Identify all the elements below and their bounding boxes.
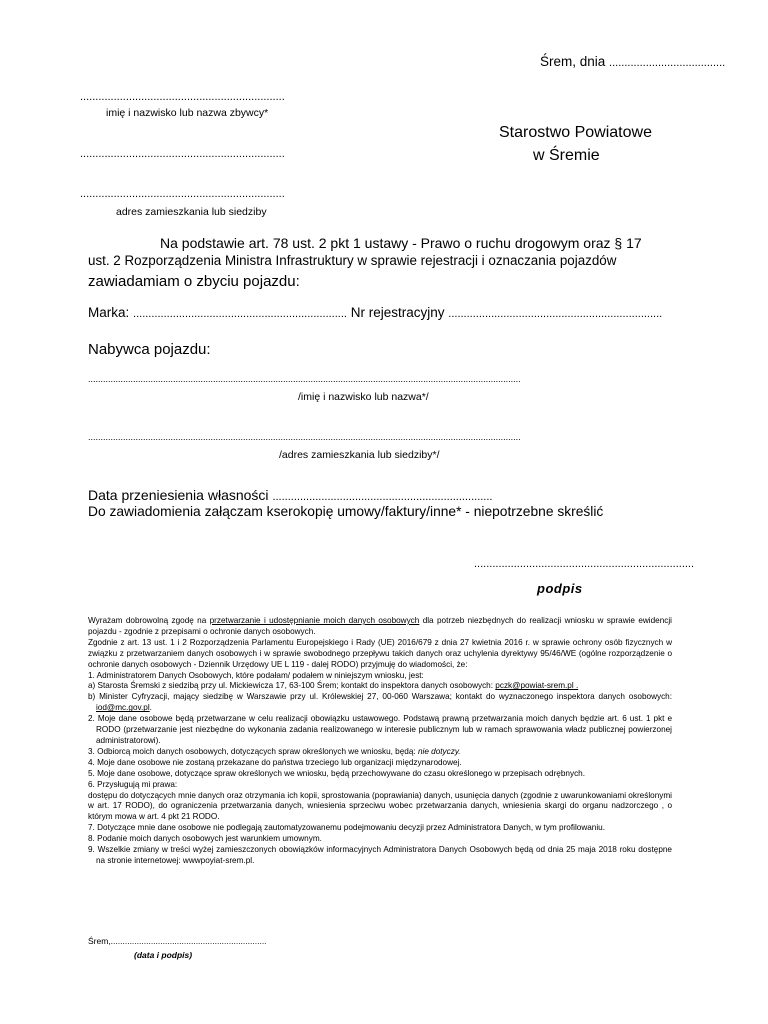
gdpr-clause <box>88 616 672 867</box>
registration-field[interactable]: ...................................................................... <box>448 308 663 320</box>
attachment-text: Do zawiadomienia załączam kserokopię umowy/faktury/inne* - niepotrzebne skreślić <box>88 504 604 519</box>
gdpr-item-3: 3. Odbiorcą moich danych osobowych, dotyczących spraw określonych we wniosku, będą: nie dotyczy. <box>88 746 461 756</box>
gdpr-item-5: 5. Moje dane osobowe, dotyczące spraw określonych we wniosku, będą przechowywane do czasu określonego w przepisach odrębnych. <box>88 768 585 778</box>
gdpr-item-1: 1. Administratorem Danych Osobowych, które podałam/ podałem w niniejszym wniosku, jest: <box>88 670 424 680</box>
footer-place: Śrem, <box>88 936 111 946</box>
registration-label: Nr rejestracyjny <box>350 305 445 320</box>
buyer-address-label: /adres zamieszkania lub siedziby*/ <box>279 449 440 461</box>
make-field[interactable]: ...................................................................... <box>133 308 347 320</box>
email-link-powiat[interactable]: pczk@powiat-srem.pl . <box>495 681 579 691</box>
recipient-line-2: w Śremie <box>533 147 600 164</box>
recipient-line-1: Starostwo Powiatowe <box>499 124 652 141</box>
signature-field[interactable]: ........................................................................ <box>474 558 695 570</box>
consent-paragraph: Wyrażam dobrowolną zgodę na przetwarzanie i udostępnianie moich danych osobowych dla potrzeb niezbędnych do realizacji wniosku w sprawie ewidencji pojazdu - zgodnie z przepisami o ochronie danych osobowych. <box>88 616 672 636</box>
vehicle-row <box>88 305 662 320</box>
gdpr-item-1a: a) Starosta Śremski z siedzibą przy ul. Mickiewicza 17, 63-100 Śrem; kontakt do inspektora danych osobowych: pczk@powiat-srem.pl . <box>88 681 579 691</box>
gdpr-item-6-text: dostępu do dotyczących mnie danych oraz otrzymania ich kopii, sprostowania (poprawiania) danych, usunięcia danych (zgodnie z uwarunkowaniami określonymi w art. 17 RODO), do ograniczenia przetwarzania danych, wniesienia sprzeciwu wobec przetwarzania danych, wniesienia skargi do organu nadzorczego , o którym mowa w art. 4 pkt 21 RODO. <box>88 790 672 822</box>
buyer-heading: Nabywca pojazdu: <box>88 341 211 358</box>
seller-name-line-2[interactable]: ................................................................... <box>80 148 285 160</box>
notice-heading: zawiadamiam o zbyciu pojazdu: <box>88 273 300 290</box>
make-label: Marka: <box>88 305 130 320</box>
consent-link: przetwarzanie i udostępnianie moich danych osobowych <box>209 616 420 625</box>
email-link-mc[interactable]: iod@mc.gov.pl <box>96 703 150 713</box>
gdpr-item-8: 8. Podanie moich danych osobowych jest warunkiem umownym. <box>88 834 322 844</box>
footer-place-row <box>88 936 267 946</box>
transfer-date-row <box>88 487 492 503</box>
footer-label: (data i podpis) <box>134 950 193 960</box>
footer-date-field[interactable]: .................................................................. <box>110 936 267 946</box>
gdpr-item-4: 4. Moje dane osobowe nie zostaną przekazane do państwa trzeciego lub organizacji międzynarodowej. <box>88 757 462 767</box>
transfer-date-field[interactable]: ........................................................................ <box>272 491 493 503</box>
place-date <box>540 54 725 69</box>
gdpr-intro: Zgodnie z art. 13 ust. 1 i 2 Rozporządzenia Parlamentu Europejskiego i Rady (UE) 2016/679 z dnia 27 kwietnia 2016 r. w sprawie ochrony osób fizycznych w związku z przetwarzaniem danych osobowych i w sprawie swobodnego przepływu takich danych oraz uchylenia dyrektywy 95/46/WE (ogólne rozporządzenie o ochronie danych osobowych - Dziennik Urzędowy UE L 119 - dalej RODO) przyjmuję do wiadomości, że: <box>88 637 672 669</box>
signature-label: podpis <box>537 581 583 596</box>
gdpr-item-2: 2. Moje dane osobowe będą przetwarzane w celu realizacji obowiązku ustawowego. Podstawą prawną przetwarzania moich danych będzie art. 6 ust. 1 pkt e RODO (przetwarzanie jest niezbędne do wykonania zadania realizowanego w interesie publicznym lub w ramach sprawowania władz publicznej powierzonej administratorowi). <box>88 714 672 745</box>
buyer-address-field[interactable]: ............................................................................................................................................................................. <box>88 432 521 442</box>
gdpr-item-7: 7. Dotyczące mnie dane osobowe nie podlegają zautomatyzowanemu podejmowaniu decyzji przez Administratora Danych, w tym profilowaniu. <box>88 823 605 833</box>
gdpr-item-6: 6. Przysługują mi prawa: <box>88 779 178 789</box>
seller-name-line-1[interactable]: ................................................................... <box>80 91 285 103</box>
legal-basis-line-1: Na podstawie art. 78 ust. 2 pkt 1 ustawy - Prawo o ruchu drogowym oraz § 17 <box>160 235 642 251</box>
seller-address-label: adres zamieszkania lub siedziby <box>116 206 267 218</box>
legal-basis-line-2: ust. 2 Rozporządzenia Ministra Infrastruktury w sprawie rejestracji i oznaczania pojazdów <box>88 253 617 268</box>
gdpr-item-1b: b) Minister Cyfryzacji, mający siedzibę w Warszawie przy ul. Królewskiej 27, 00-060 Warszawa; kontakt do wyznaczonego inspektora danych osobowych: iod@mc.gov.pl. <box>88 692 672 713</box>
place-date-label: Śrem, dnia <box>540 54 606 69</box>
transfer-date-label: Data przeniesienia własności <box>88 487 269 503</box>
buyer-name-field[interactable]: ............................................................................................................................................................................. <box>88 374 521 384</box>
gdpr-item-9: 9. Wszelkie zmiany w treści wyżej zamieszczonych obowiązków informacyjnych Administratora Danych Osobowych będą od dnia 25 maja 2018 roku dostępne na stronie internetowej: wwwpoyiat-srem.pl. <box>88 845 672 865</box>
buyer-name-label: /imię i nazwisko lub nazwa*/ <box>298 391 429 403</box>
seller-name-label: imię i nazwisko lub nazwa zbywcy* <box>106 107 269 119</box>
seller-address-line[interactable]: ................................................................... <box>80 188 285 200</box>
place-date-field[interactable]: ...................................... <box>609 57 726 69</box>
